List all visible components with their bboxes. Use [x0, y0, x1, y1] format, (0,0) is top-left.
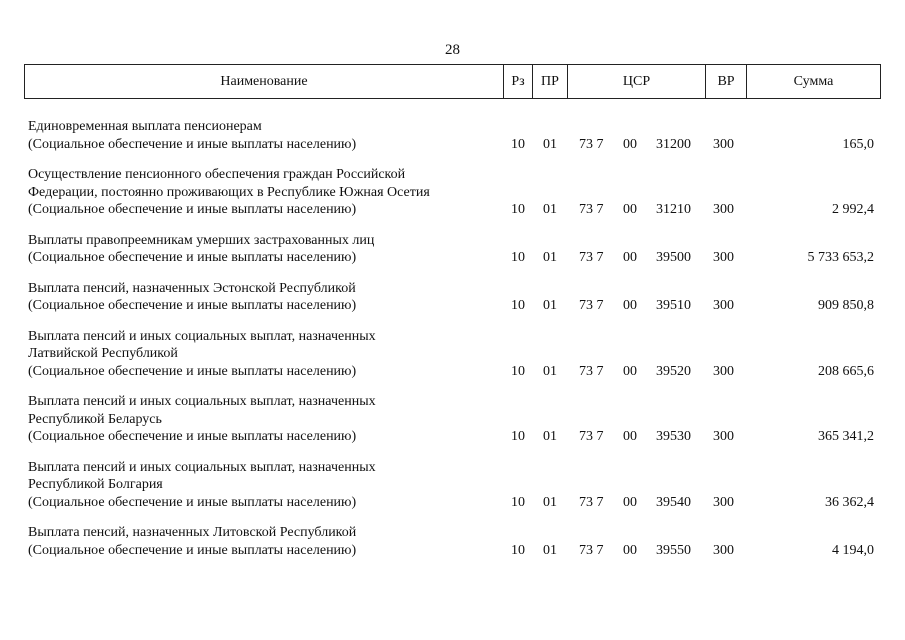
code-rz: 10	[511, 363, 525, 379]
row-name-line: Федерации, постоянно проживающих в Республике Южная Осетия	[28, 184, 430, 200]
code-csr-direction: 39540	[656, 494, 691, 510]
table-row	[24, 459, 880, 512]
row-name-line: (Социальное обеспечение и иные выплаты населению)	[28, 363, 357, 379]
table-row	[24, 328, 880, 381]
code-pr: 01	[543, 298, 557, 313]
code-pr: 01	[543, 429, 557, 444]
header-pr: ПР	[533, 65, 568, 99]
row-name-line: Осуществление пенсионного обеспечения граждан Российской	[28, 167, 406, 182]
amount: 2 992,4	[832, 202, 874, 217]
code-csr-subprogram: 00	[623, 494, 637, 510]
code-vr: 300	[713, 250, 734, 265]
code-vr: 300	[713, 202, 734, 217]
header-sum: Сумма	[747, 65, 881, 99]
table-row	[24, 166, 880, 219]
code-csr-program: 73 7	[579, 298, 604, 313]
budget-rows	[24, 118, 880, 572]
code-pr: 01	[543, 542, 557, 558]
amount: 5 733 653,2	[807, 250, 874, 265]
code-vr: 300	[713, 136, 734, 152]
code-csr-subprogram: 00	[623, 202, 637, 217]
row-codes	[24, 249, 880, 267]
code-pr: 01	[543, 250, 557, 265]
row-codes	[24, 542, 880, 560]
code-rz: 10	[511, 429, 525, 444]
row-name-line: Выплата пенсий, назначенных Литовской Республикой	[28, 525, 357, 540]
row-name-line: (Социальное обеспечение и иные выплаты населению)	[28, 202, 357, 217]
row-name-line: (Социальное обеспечение и иные выплаты населению)	[28, 494, 357, 510]
amount: 365 341,2	[818, 429, 874, 444]
code-csr-direction: 39500	[656, 250, 691, 265]
row-name-line: (Социальное обеспечение и иные выплаты населению)	[28, 429, 357, 444]
code-rz: 10	[511, 542, 525, 558]
code-csr-subprogram: 00	[623, 298, 637, 313]
row-name-line: Выплата пенсий и иных социальных выплат, назначенных	[28, 328, 376, 344]
row-name-line: (Социальное обеспечение и иные выплаты населению)	[28, 136, 357, 152]
row-codes	[24, 136, 880, 154]
code-csr-subprogram: 00	[623, 429, 637, 444]
code-csr-direction: 39550	[656, 542, 691, 558]
header-csr: ЦСР	[568, 65, 706, 99]
row-name-line: (Социальное обеспечение и иные выплаты населению)	[28, 298, 357, 313]
row-codes	[24, 494, 880, 512]
amount: 36 362,4	[825, 494, 874, 510]
row-codes	[24, 428, 880, 446]
table-row	[24, 280, 880, 315]
code-pr: 01	[543, 494, 557, 510]
amount: 208 665,6	[818, 363, 874, 379]
table-row	[24, 232, 880, 267]
table-header	[24, 64, 881, 99]
row-name-line: Выплаты правопреемникам умерших застрахованных лиц	[28, 232, 375, 248]
code-rz: 10	[511, 494, 525, 510]
code-csr-program: 73 7	[579, 136, 604, 152]
row-name-line: Единовременная выплата пенсионерам	[28, 119, 262, 134]
code-vr: 300	[713, 494, 734, 510]
row-name-line: (Социальное обеспечение и иные выплаты населению)	[28, 542, 357, 558]
amount: 909 850,8	[818, 298, 874, 313]
code-csr-program: 73 7	[579, 494, 604, 510]
code-csr-subprogram: 00	[623, 250, 637, 265]
code-vr: 300	[713, 542, 734, 558]
row-name-line: Выплата пенсий и иных социальных выплат, назначенных	[28, 459, 376, 475]
row-name-line: Республикой Беларусь	[28, 411, 162, 427]
row-codes	[24, 363, 880, 381]
code-csr-program: 73 7	[579, 202, 604, 217]
table-row	[24, 524, 880, 559]
code-rz: 10	[511, 136, 525, 152]
code-rz: 10	[511, 250, 525, 265]
row-name-line: (Социальное обеспечение и иные выплаты населению)	[28, 250, 357, 265]
table-row	[24, 393, 880, 446]
code-csr-subprogram: 00	[623, 542, 637, 558]
code-vr: 300	[713, 429, 734, 444]
row-name-line: Республикой Болгария	[28, 477, 163, 492]
row-codes	[24, 201, 880, 219]
row-name-line: Латвийской Республикой	[28, 346, 178, 361]
code-csr-direction: 31210	[656, 202, 691, 217]
code-csr-program: 73 7	[579, 250, 604, 265]
code-csr-program: 73 7	[579, 429, 604, 444]
code-pr: 01	[543, 363, 557, 379]
code-csr-program: 73 7	[579, 542, 604, 558]
code-pr: 01	[543, 136, 557, 152]
code-rz: 10	[511, 202, 525, 217]
code-pr: 01	[543, 202, 557, 217]
code-csr-direction: 31200	[656, 136, 691, 152]
code-vr: 300	[713, 363, 734, 379]
code-vr: 300	[713, 298, 734, 313]
code-csr-direction: 39520	[656, 363, 691, 379]
code-csr-subprogram: 00	[623, 136, 637, 152]
code-csr-direction: 39510	[656, 298, 691, 313]
header-vr: ВР	[706, 65, 747, 99]
table-row	[24, 118, 880, 153]
header-name: Наименование	[25, 65, 504, 99]
amount: 165,0	[842, 136, 874, 152]
row-codes	[24, 297, 880, 315]
row-name-line: Выплата пенсий, назначенных Эстонской Республикой	[28, 280, 356, 296]
row-name-line: Выплата пенсий и иных социальных выплат, назначенных	[28, 394, 376, 409]
page-number: 28	[445, 42, 460, 58]
code-csr-program: 73 7	[579, 363, 604, 379]
header-rz: Рз	[504, 65, 533, 99]
code-csr-direction: 39530	[656, 429, 691, 444]
amount: 4 194,0	[832, 542, 874, 558]
code-csr-subprogram: 00	[623, 363, 637, 379]
code-rz: 10	[511, 298, 525, 313]
